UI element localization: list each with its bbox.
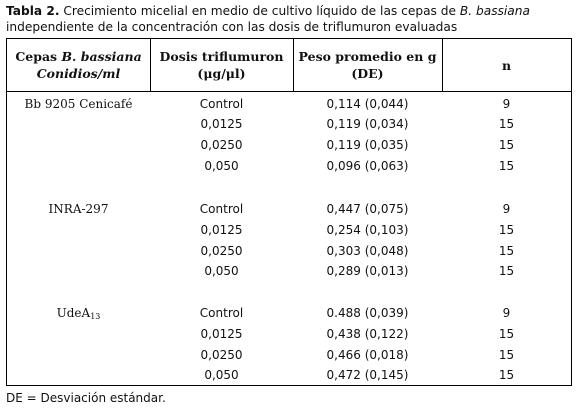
data-table	[6, 38, 572, 386]
caption-label: Tabla 2.	[6, 4, 60, 18]
table-caption	[6, 3, 574, 35]
dosis-cell: Control	[199, 97, 244, 111]
dosis-cell: 0,0125	[200, 223, 243, 237]
dosis-cell: 0,050	[204, 368, 239, 382]
peso-cell: 0,289 (0,013)	[326, 264, 409, 278]
dosis-cell: 0,0250	[200, 244, 243, 258]
dosis-cell: 0,050	[204, 159, 239, 173]
footnote: DE = Desviación estándar.	[6, 391, 166, 405]
peso-cell: 0,438 (0,122)	[326, 327, 409, 341]
dosis-cell: 0,050	[204, 264, 239, 278]
dosis-cell: 0,0250	[200, 138, 243, 152]
n-cell: 9	[502, 306, 511, 320]
header-dosis-unit: (μg/μl)	[197, 66, 246, 81]
peso-cell: 0,254 (0,103)	[326, 223, 409, 237]
header-n-title: n	[501, 57, 512, 73]
peso-cell: 0,114 (0,044)	[326, 97, 409, 111]
peso-cell: 0,119 (0,035)	[326, 138, 409, 152]
cepa-label: UdeA$_{13}$	[56, 306, 101, 321]
n-cell: 15	[498, 244, 515, 258]
n-cell: 15	[498, 117, 515, 131]
header-dosis	[150, 39, 293, 91]
dosis-cell: Control	[199, 306, 244, 320]
n-cell: 15	[498, 327, 515, 341]
header-rule	[7, 91, 571, 92]
header-cepas	[7, 39, 150, 91]
peso-cell: 0,119 (0,034)	[326, 117, 409, 131]
peso-cell: 0,096 (0,063)	[326, 159, 409, 173]
dosis-cell: 0,0125	[200, 117, 243, 131]
cepa-label: Bb 9205 Cenicafé	[24, 97, 133, 111]
peso-cell: 0,472 (0,145)	[326, 368, 409, 382]
header-cepas-prefix: Cepas	[15, 49, 62, 64]
n-cell: 15	[498, 264, 515, 278]
header-peso-unit: (DE)	[351, 66, 384, 81]
header-n	[442, 39, 571, 91]
n-cell: 15	[498, 368, 515, 382]
dosis-cell: Control	[199, 202, 244, 216]
caption-text-before: Crecimiento micelial en medio de cultivo líquido de las cepas de	[59, 4, 460, 18]
header-cepas-species: B. bassiana	[61, 49, 142, 64]
peso-cell: 0.488 (0,039)	[326, 306, 409, 320]
n-cell: 15	[498, 223, 515, 237]
peso-cell: 0,466 (0,018)	[326, 348, 409, 362]
n-cell: 15	[498, 159, 515, 173]
peso-cell: 0,303 (0,048)	[326, 244, 409, 258]
n-cell: 9	[502, 202, 511, 216]
n-cell: 15	[498, 138, 515, 152]
peso-cell: 0,447 (0,075)	[326, 202, 409, 216]
n-cell: 15	[498, 348, 515, 362]
header-dosis-title: Dosis triflumuron	[159, 49, 284, 64]
caption-text-after: independiente de la concentración con las dosis de triflumuron evaluadas	[6, 20, 458, 34]
dosis-cell: 0,0125	[200, 327, 243, 341]
header-peso	[293, 39, 442, 91]
header-cepas-unit: Conidios/ml	[36, 66, 121, 81]
caption-species: B. bassiana	[459, 4, 530, 18]
header-peso-title: Peso promedio en g	[298, 49, 437, 64]
dosis-cell: 0,0250	[200, 348, 243, 362]
cepa-label: INRA-297	[48, 202, 109, 216]
n-cell: 9	[502, 97, 511, 111]
